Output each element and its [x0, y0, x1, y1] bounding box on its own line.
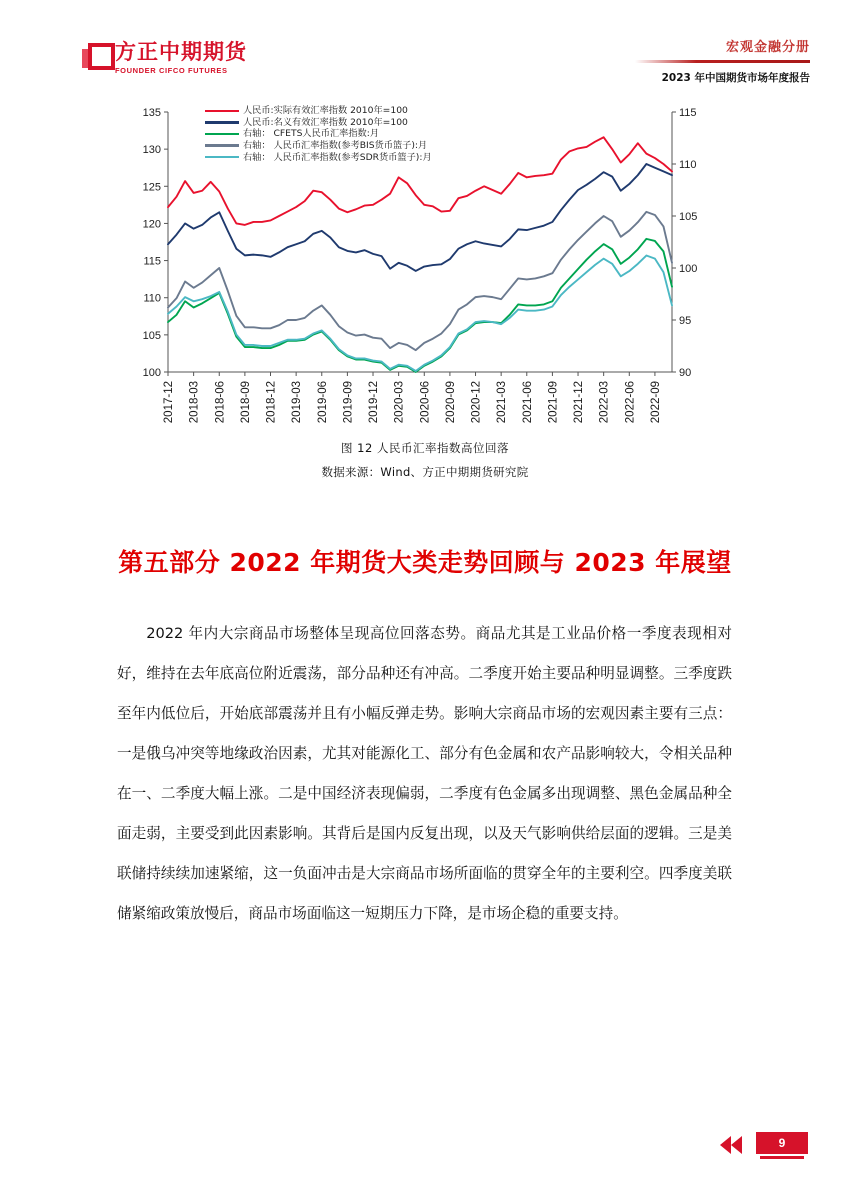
double-chevron-left-icon	[720, 1133, 750, 1157]
header-volume-title: 宏观金融分册	[725, 40, 810, 55]
page-number: 9	[778, 1136, 786, 1150]
legend-item	[205, 128, 432, 140]
header-divider	[635, 60, 810, 63]
svg-text:2022-06: 2022-06	[624, 381, 637, 424]
svg-text:2020-12: 2020-12	[470, 381, 483, 424]
page-number-badge	[756, 1132, 808, 1157]
svg-text:110: 110	[143, 292, 161, 305]
svg-text:90: 90	[679, 367, 692, 379]
figure-caption: 图 12 人民币汇率指数高位回落	[341, 441, 509, 455]
svg-text:115: 115	[679, 107, 697, 119]
svg-text:2021-03: 2021-03	[496, 381, 509, 424]
svg-text:110: 110	[679, 159, 697, 171]
svg-text:120: 120	[142, 218, 161, 231]
svg-text:2019-09: 2019-09	[342, 381, 355, 424]
svg-text:2020-03: 2020-03	[393, 381, 406, 424]
svg-text:2018-09: 2018-09	[239, 381, 252, 424]
legend-item	[205, 140, 432, 152]
logo-english-name: FOUNDER CIFCO FUTURES	[115, 66, 228, 75]
legend-color-swatch	[205, 121, 239, 124]
header-report-title: 2023 年中国期货市场年度报告	[661, 72, 810, 84]
body-paragraph: 2022 年内大宗商品市场整体呈现高位回落态势。商品尤其是工业品价格一季度表现相对好，维持在去年底高位附近震荡，部分品种还有冲高。二季度开始主要品种明显调整。三季度跌至年内低位后，开始底部震荡并且有小幅反弹走势。影响大宗商品市场的宏观因素主要有三点：一是俄乌冲突等地缘政治因素，尤其对能源化工、部分有色金属和农产品影响较大，令相关品种在一、二季度大幅上涨。二是中国经济表现偏弱，二季度有色金属多出现调整、黑色金属品种全面走弱，主要受到此因素影响。其背后是国内反复出现，以及天气影响供给层面的逻辑。三是美联储持续续加速紧缩，这一负面冲击是大宗商品市场所面临的贯穿全年的主要利空。四季度美联储紧缩政策放慢后，商品市场面临这一短期压力下降，是市场企稳的重要支持。	[117, 625, 732, 922]
legend-item	[205, 117, 432, 129]
legend-color-swatch	[205, 110, 239, 113]
svg-text:2018-12: 2018-12	[265, 381, 278, 424]
chart-legend	[205, 105, 432, 163]
svg-text:2022-03: 2022-03	[598, 381, 611, 424]
figure-source: 数据来源：Wind、方正中期期货研究院	[321, 465, 529, 479]
section-heading: 第五部分 2022 年期货大类走势回顾与 2023 年展望	[118, 548, 732, 577]
svg-text:2017-12: 2017-12	[163, 381, 175, 424]
svg-text:100: 100	[679, 263, 698, 275]
svg-text:2020-06: 2020-06	[419, 381, 432, 424]
logo-mark-icon	[82, 43, 108, 69]
legend-label: 右轴： 人民币汇率指数(参考SDR货币篮子):月	[243, 151, 432, 163]
svg-text:2019-03: 2019-03	[291, 381, 304, 424]
svg-text:125: 125	[142, 181, 161, 194]
svg-text:100: 100	[142, 367, 161, 379]
svg-text:2020-09: 2020-09	[444, 381, 457, 424]
logo-chinese-name: 方正中期期货	[115, 40, 247, 64]
svg-text:135: 135	[142, 107, 161, 119]
svg-text:130: 130	[142, 144, 161, 157]
company-logo	[82, 42, 247, 75]
svg-text:2018-06: 2018-06	[214, 381, 227, 424]
page-header	[0, 0, 850, 100]
svg-text:95: 95	[679, 315, 692, 327]
legend-item	[205, 105, 432, 117]
legend-color-swatch	[205, 144, 239, 147]
figure-caption-block	[120, 440, 730, 480]
header-right-block	[490, 36, 810, 85]
legend-label: 人民币:实际有效汇率指数 2010年=100	[243, 105, 408, 117]
legend-label: 右轴： 人民币汇率指数(参考BIS货币篮子):月	[243, 139, 428, 151]
svg-text:105: 105	[142, 329, 161, 342]
legend-color-swatch	[205, 133, 239, 136]
svg-text:105: 105	[679, 211, 698, 223]
svg-text:2021-09: 2021-09	[547, 381, 560, 424]
svg-text:2018-03: 2018-03	[188, 381, 201, 424]
svg-text:2022-09: 2022-09	[649, 381, 662, 424]
legend-color-swatch	[205, 156, 239, 159]
svg-text:2021-12: 2021-12	[573, 381, 586, 424]
legend-item	[205, 151, 432, 163]
svg-text:2019-06: 2019-06	[316, 381, 329, 424]
svg-text:2019-12: 2019-12	[368, 381, 381, 424]
legend-label: 人民币:名义有效汇率指数 2010年=100	[243, 116, 408, 128]
svg-text:115: 115	[143, 255, 161, 268]
legend-label: 右轴： CFETS人民币汇率指数:月	[243, 128, 380, 140]
svg-text:2021-06: 2021-06	[521, 381, 534, 424]
page-footer	[720, 1132, 808, 1157]
figure-12	[120, 100, 730, 495]
